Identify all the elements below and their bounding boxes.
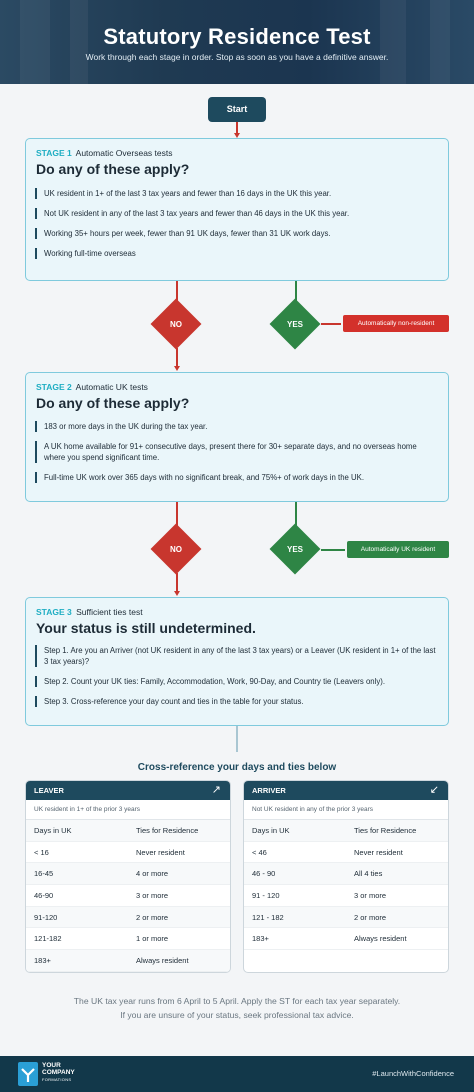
result-badge: Automatically non-resident xyxy=(343,315,449,332)
crossref-title: Cross-reference your days and ties below xyxy=(137,762,337,773)
no-label: NO xyxy=(170,320,182,329)
arrow-icon xyxy=(174,591,180,596)
connector xyxy=(321,323,341,325)
stage-label: STAGE 3 Sufficient ties test xyxy=(36,607,143,617)
stage-question: Your status is still undetermined. xyxy=(36,620,256,636)
leaver-subtitle: UK resident in 1+ of the prior 3 years xyxy=(26,800,230,820)
connector xyxy=(321,549,345,551)
table-row: 91 - 120 3 or more xyxy=(244,885,448,907)
result-badge: Automatically UK resident xyxy=(347,541,449,558)
connector xyxy=(176,573,178,593)
criteria-item: Not UK resident in any of the last 3 tax years and fewer than 46 days in the UK this year. xyxy=(35,208,440,219)
arriver-header: ARRIVER ↙ xyxy=(244,781,448,800)
page-subtitle: Work through each stage in order. Stop as soon as you have a definitive answer. xyxy=(85,52,389,62)
footnote: The UK tax year runs from 6 April to 5 April. Apply the ST for each tax year separately. If you are unsure of your status, seek professional tax advice. xyxy=(73,996,401,1020)
page-title: Statutory Residence Test xyxy=(103,24,371,49)
footer xyxy=(0,1056,474,1092)
criteria-item: Working 35+ hours per week, fewer than 91 UK days, fewer than 31 UK work days. xyxy=(35,228,440,239)
leaver-rows xyxy=(26,820,230,972)
table-row: 183+ Always resident xyxy=(26,950,230,972)
stage-2-card xyxy=(25,372,449,502)
arriver-subtitle: Not UK resident in any of the prior 3 years xyxy=(244,800,448,820)
arriver-table xyxy=(243,780,449,973)
arrow-up-right-icon: ↗ xyxy=(211,784,221,796)
table-row: 46-90 3 or more xyxy=(26,885,230,907)
criteria-item: A UK home available for 91+ consecutive days, present there for 30+ separate days, and no overseas home where you spend significant time. xyxy=(35,441,440,463)
table-row: 121 - 182 2 or more xyxy=(244,907,448,929)
stage-label: STAGE 2 Automatic UK tests xyxy=(36,382,148,392)
hashtag: #LaunchWithConfidence xyxy=(372,1069,454,1078)
yes-label: YES xyxy=(286,320,303,329)
stage-label: STAGE 1 Automatic Overseas tests xyxy=(36,148,173,158)
table-row: < 46 Never resident xyxy=(244,842,448,864)
connector xyxy=(176,348,178,368)
table-row: 91-120 2 or more xyxy=(26,907,230,929)
header-banner xyxy=(0,0,474,84)
leaver-header: LEAVER ↗ xyxy=(26,781,230,800)
stage-1-card xyxy=(25,138,449,281)
table-header-row: Days in UK Ties for Residence xyxy=(244,820,448,842)
step-item: Step 2. Count your UK ties: Family, Accommodation, Work, 90-Day, and Country tie (Leavers only). xyxy=(35,676,440,687)
arrow-icon xyxy=(174,366,180,371)
connector xyxy=(236,726,238,752)
table-header-row: Days in UK Ties for Residence xyxy=(26,820,230,842)
step-item: Step 3. Cross-reference your day count and ties in the table for your status. xyxy=(35,696,440,707)
step-item: Step 1. Are you an Arriver (not UK resident in any of the last 3 tax years) or a Leaver (UK resident in 1+ of the last 3 tax years)? xyxy=(35,645,440,667)
stage-question: Do any of these apply? xyxy=(36,395,190,411)
arriver-rows xyxy=(244,820,448,950)
stage-question: Do any of these apply? xyxy=(36,161,190,177)
table-row: 46 - 90 All 4 ties xyxy=(244,863,448,885)
criteria-item: 183 or more days in the UK during the tax year. xyxy=(35,421,440,432)
criteria-item: Full-time UK work over 365 days with no significant break, and 75%+ of work days in the UK. xyxy=(35,472,440,483)
yes-label: YES xyxy=(286,545,303,554)
start-node: Start xyxy=(208,97,266,122)
table-row: 183+ Always resident xyxy=(244,928,448,950)
table-row: < 16 Never resident xyxy=(26,842,230,864)
company-logo-icon xyxy=(17,1061,39,1087)
stage-3-card xyxy=(25,597,449,726)
leaver-table xyxy=(25,780,231,973)
table-row: 16-45 4 or more xyxy=(26,863,230,885)
connector xyxy=(176,502,178,526)
no-label: NO xyxy=(170,545,182,554)
connector xyxy=(295,502,297,526)
table-row: 121-182 1 or more xyxy=(26,928,230,950)
criteria-item: Working full-time overseas xyxy=(35,248,440,259)
criteria-item: UK resident in 1+ of the last 3 tax years and fewer than 16 days in the UK this year. xyxy=(35,188,440,199)
brand-name: YOUR COMPANY FORMATIONS xyxy=(42,1062,75,1082)
arrow-down-left-icon: ↙ xyxy=(429,784,439,796)
